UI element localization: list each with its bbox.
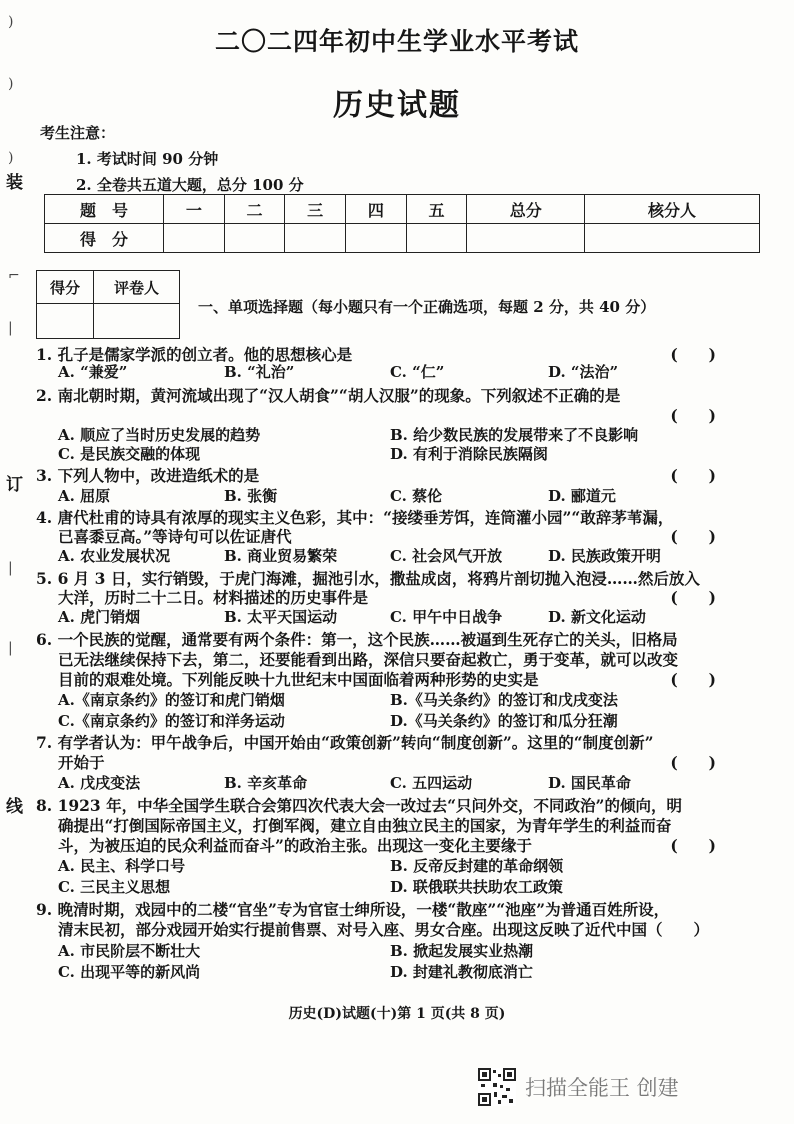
score-row-label: 得 分 [45, 224, 164, 253]
option: B. 张衡 [224, 487, 278, 505]
option: A. 屈原 [58, 487, 111, 505]
option: D. 联俄联共扶助农工政策 [390, 878, 563, 896]
question-5-stem: 5. 6 月 3 日，实行销毁，于虎门海滩，掘池引水，撒盐成卤，将鸦片剖切抛入泡浸……然后放入 [36, 569, 700, 588]
answer-paren[interactable]: ( ) [670, 588, 716, 607]
option: B. 太平天国运动 [224, 608, 338, 626]
binding-mark: | [8, 640, 13, 656]
option: B. 辛亥革命 [224, 774, 308, 792]
scanner-watermark: 扫描全能王 创建 [525, 1076, 679, 1100]
binding-mark: ) [8, 150, 14, 166]
question-7-stem-cont: 开始于 [58, 753, 105, 772]
option: C. 蔡伦 [390, 487, 443, 505]
binding-xian: 线 [6, 797, 23, 817]
binding-mark: ) [8, 14, 14, 30]
section-heading: 一、单项选择题（每小题只有一个正确选项，每题 2 分，共 40 分） [198, 298, 656, 316]
option: C. 是民族交融的体现 [58, 445, 201, 463]
option: B. 给少数民族的发展带来了不良影响 [390, 426, 639, 444]
question-6-stem-cont: 已无法继续保持下去，第二，还要能看到出路，深信只要奋起救亡，勇于变革，就可以改变 [58, 650, 679, 669]
score-cell[interactable] [164, 224, 225, 253]
option: B. 掀起发展实业热潮 [390, 942, 534, 960]
question-6-stem-cont: 目前的艰难处境。下列能反映十九世纪末中国面临着两种形势的史实是 [58, 670, 539, 689]
option: C. 三民主义思想 [58, 878, 171, 896]
option: C. 社会风气开放 [390, 547, 503, 565]
binding-zhuang: 装 [6, 173, 23, 193]
option: A. 虎门销烟 [58, 608, 141, 626]
grader-score-label: 得分 [37, 271, 94, 304]
binding-mark: | [8, 320, 13, 336]
option: D. 郦道元 [548, 487, 616, 505]
answer-paren[interactable]: ( ) [670, 670, 716, 689]
score-cell[interactable] [346, 224, 407, 253]
binding-ding: 订 [6, 475, 23, 495]
binding-mark: ⌐ [8, 268, 20, 284]
question-8-stem-cont: 确提出“打倒国际帝国主义，打倒军阀，建立自由独立民主的国家，为青年学生的利益而奋 [58, 816, 672, 835]
notice-item-2: 2. 全卷共五道大题，总分 100 分 [76, 176, 304, 194]
option: B. “礼治” [224, 363, 295, 381]
question-6-stem: 6. 一个民族的觉醒，通常要有两个条件：第一，这个民族……被逼到生死存亡的关头，旧格局 [36, 630, 678, 649]
question-8-stem: 8. 1923 年，中华全国学生联合会第四次代表大会一改过去“只问外交，不同政治”的倾向，明 [36, 796, 682, 815]
option: D. 民族政策开明 [548, 547, 661, 565]
binding-mark: ) [8, 76, 14, 92]
answer-paren[interactable]: ( ) [670, 466, 716, 485]
notice-heading: 考生注意： [40, 124, 116, 142]
option: D.《马关条约》的签订和瓜分狂潮 [390, 712, 618, 730]
score-cell[interactable] [406, 224, 467, 253]
answer-paren[interactable]: ( ) [670, 406, 716, 425]
binding-mark: | [8, 560, 13, 576]
question-2-stem: 2. 南北朝时期，黄河流域出现了“汉人胡食”“胡人汉服”的现象。下列叙述不正确的是 [36, 386, 621, 405]
qr-code-icon [478, 1068, 516, 1106]
option: A. 民主、科学口号 [58, 857, 186, 875]
option: A.《南京条约》的签订和虎门销烟 [58, 691, 285, 709]
option: D. “法治” [548, 363, 619, 381]
score-cell[interactable] [467, 224, 585, 253]
option: C. 五四运动 [390, 774, 473, 792]
option: B. 商业贸易繁荣 [224, 547, 338, 565]
page-footer: 历史(D)试题(十)第 1 页(共 8 页) [288, 1006, 506, 1022]
score-cell[interactable] [224, 224, 285, 253]
grader-name-cell[interactable] [94, 304, 180, 339]
question-1-stem: 1. 孔子是儒家学派的创立者。他的思想核心是 [36, 345, 353, 364]
question-9-stem: 9. 晚清时期，戏园中的二楼“官坐”专为官宦士绅所设，一楼“散座”“池座”为普通百姓所设， [36, 900, 670, 919]
score-header-cell: 核分人 [585, 195, 760, 224]
answer-paren[interactable]: ( ) [670, 345, 716, 364]
question-8-stem-cont: 斗，为被压迫的民众利益而奋斗”的政治主张。出现这一变化主要缘于 [58, 836, 532, 855]
option: A. 顺应了当时历史发展的趋势 [58, 426, 261, 444]
question-9-stem-cont: 清末民初，部分戏园开始实行提前售票、对号入座、男女合座。出现这反映了近代中国（ ） [58, 920, 710, 939]
score-header-cell: 三 [285, 195, 346, 224]
score-cell[interactable] [285, 224, 346, 253]
option: A. 农业发展状况 [58, 547, 171, 565]
option: C. “仁” [390, 363, 445, 381]
score-header-cell: 总分 [467, 195, 585, 224]
option: B.《马关条约》的签订和戊戌变法 [390, 691, 618, 709]
score-header-cell: 一 [164, 195, 225, 224]
score-table [44, 194, 760, 253]
grader-table [36, 270, 180, 339]
answer-paren[interactable]: ( ) [670, 753, 716, 772]
score-header-cell: 五 [406, 195, 467, 224]
notice-item-1: 1. 考试时间 90 分钟 [76, 150, 219, 168]
score-cell[interactable] [585, 224, 760, 253]
question-4-stem: 4. 唐代杜甫的诗具有浓厚的现实主义色彩，其中：“接缕垂芳饵，连筒灌小园”“敢辞茅苇漏， [36, 508, 674, 527]
option: A. 戊戌变法 [58, 774, 141, 792]
option: D. 有利于消除民族隔阂 [390, 445, 548, 463]
answer-paren[interactable]: ( ) [670, 527, 716, 546]
option: D. 新文化运动 [548, 608, 646, 626]
option: D. 封建礼教彻底消亡 [390, 963, 533, 981]
option: A. 市民阶层不断壮大 [58, 942, 201, 960]
option: D. 国民革命 [548, 774, 631, 792]
score-header-cell: 四 [346, 195, 407, 224]
option: C.《南京条约》的签订和洋务运动 [58, 712, 285, 730]
exam-title: 二〇二四年初中生学业水平考试 [214, 27, 579, 56]
question-4-stem-cont: 已喜黍豆高。”等诗句可以佐证唐代 [58, 527, 292, 546]
question-5-stem-cont: 大洋，历时二十二日。材料描述的历史事件是 [58, 588, 369, 607]
option: A. “兼爱” [58, 363, 128, 381]
subject-title: 历史试题 [333, 88, 461, 123]
score-header-cell: 题 号 [45, 195, 164, 224]
option: C. 甲午中日战争 [390, 608, 503, 626]
question-3-stem: 3. 下列人物中，改进造纸术的是 [36, 466, 260, 485]
score-header-cell: 二 [224, 195, 285, 224]
question-7-stem: 7. 有学者认为：甲午战争后，中国开始由“政策创新”转向“制度创新”。这里的“制度创新” [36, 733, 654, 752]
grader-score-cell[interactable] [37, 304, 94, 339]
grader-name-label: 评卷人 [94, 271, 180, 304]
answer-paren[interactable]: ( ) [670, 836, 716, 855]
option: B. 反帝反封建的革命纲领 [390, 857, 564, 875]
option: C. 出现平等的新风尚 [58, 963, 201, 981]
